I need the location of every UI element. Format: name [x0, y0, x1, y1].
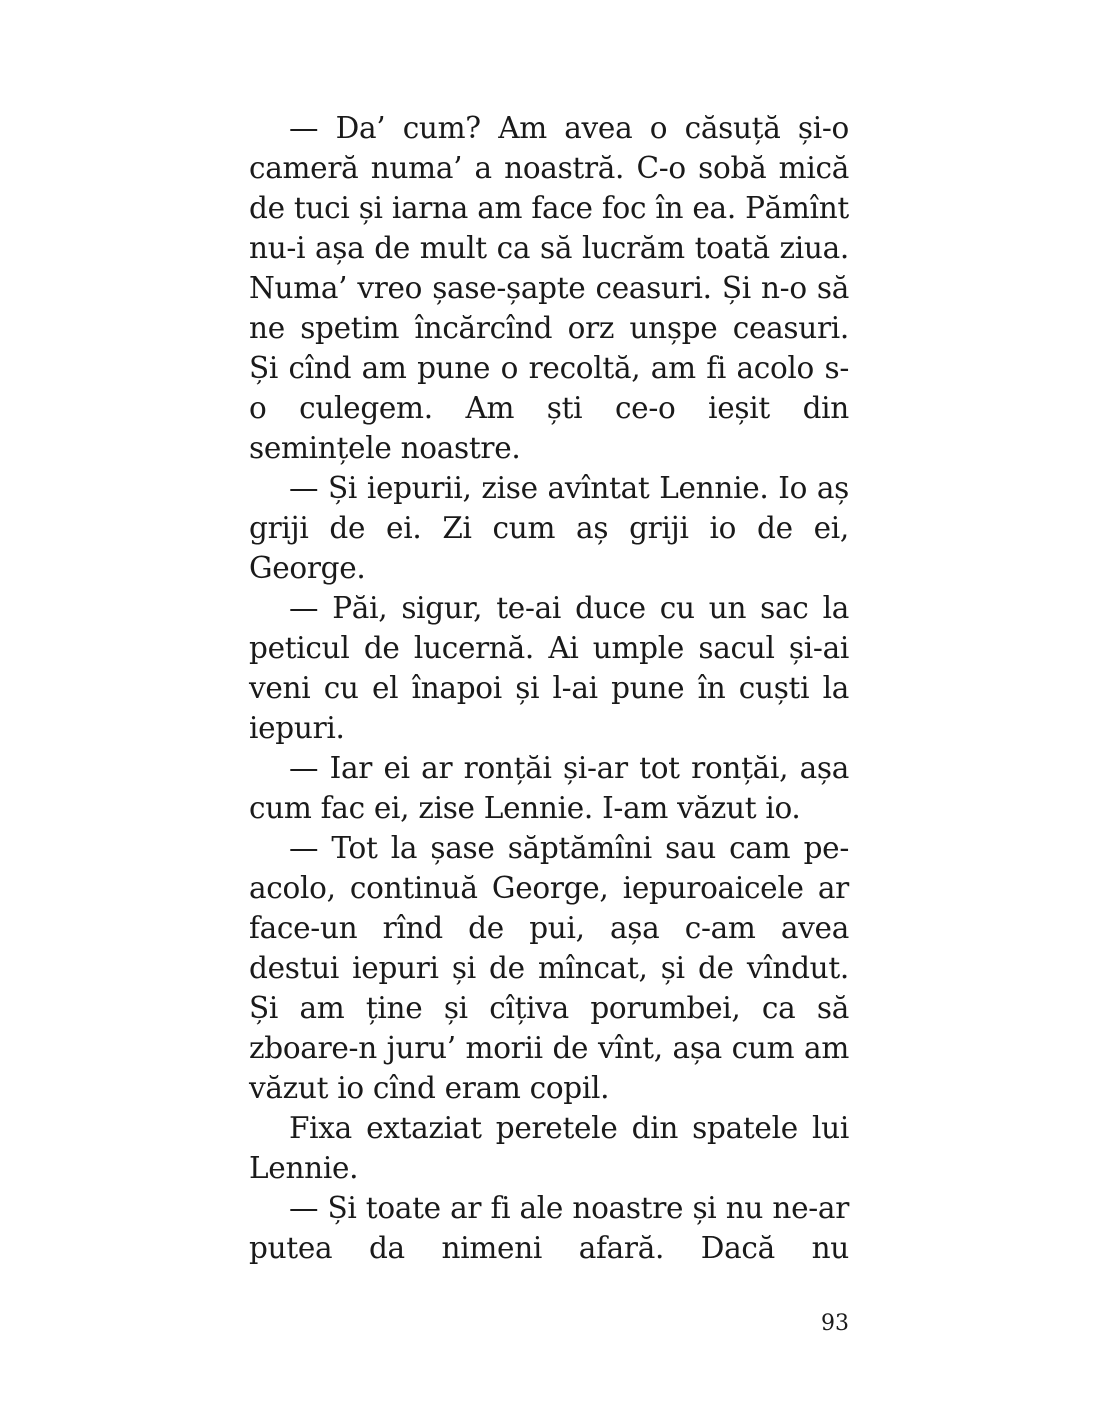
page-number: 93 [821, 1311, 849, 1336]
paragraph-7: — Și toate ar fi ale noastre și nu ne-ar putea da nimeni afară. Dacă nu [249, 1191, 849, 1265]
paragraph-3: — Păi, sigur, te-ai duce cu un sac la peticul de lucernă. Ai umple sacul și-ai veni cu el înapoi și l-ai pune în cuști la iepuri. [249, 591, 849, 745]
page-text [249, 108, 849, 1268]
paragraph-1: — Da’ cum? Am avea o căsuță și-o cameră numa’ a noastră. C-o sobă mică de tuci și iarna am face foc în ea. Pămînt nu-i așa de mult ca să lucrăm toată ziua. Numa’ vreo șase-șapte ceasuri. Și n-o să ne spetim încărcînd orz unșpe ceasuri. Și cînd am pune o recoltă, am fi acolo s-o culegem. Am ști ce-o ieșit din semințele noastre. [249, 111, 849, 465]
paragraph-6: Fixa extaziat peretele din spatele lui Lennie. [249, 1111, 849, 1185]
paragraph-2: — Și iepurii, zise avîntat Lennie. Io aș griji de ei. Zi cum aș griji io de ei, George. [249, 471, 849, 585]
paragraph-5: — Tot la șase săptămîni sau cam pe-acolo, continuă George, iepuroaicele ar face-un rînd de pui, așa c-am avea destui iepuri și de mîncat, și de vîndut. Și am ține și cîțiva porumbei, ca să zboare-n juru’ morii de vînt, așa cum am văzut io cînd eram copil. [249, 831, 849, 1105]
paragraph-4: — Iar ei ar ronțăi și-ar tot ronțăi, așa cum fac ei, zise Lennie. I-am văzut io. [249, 751, 849, 825]
